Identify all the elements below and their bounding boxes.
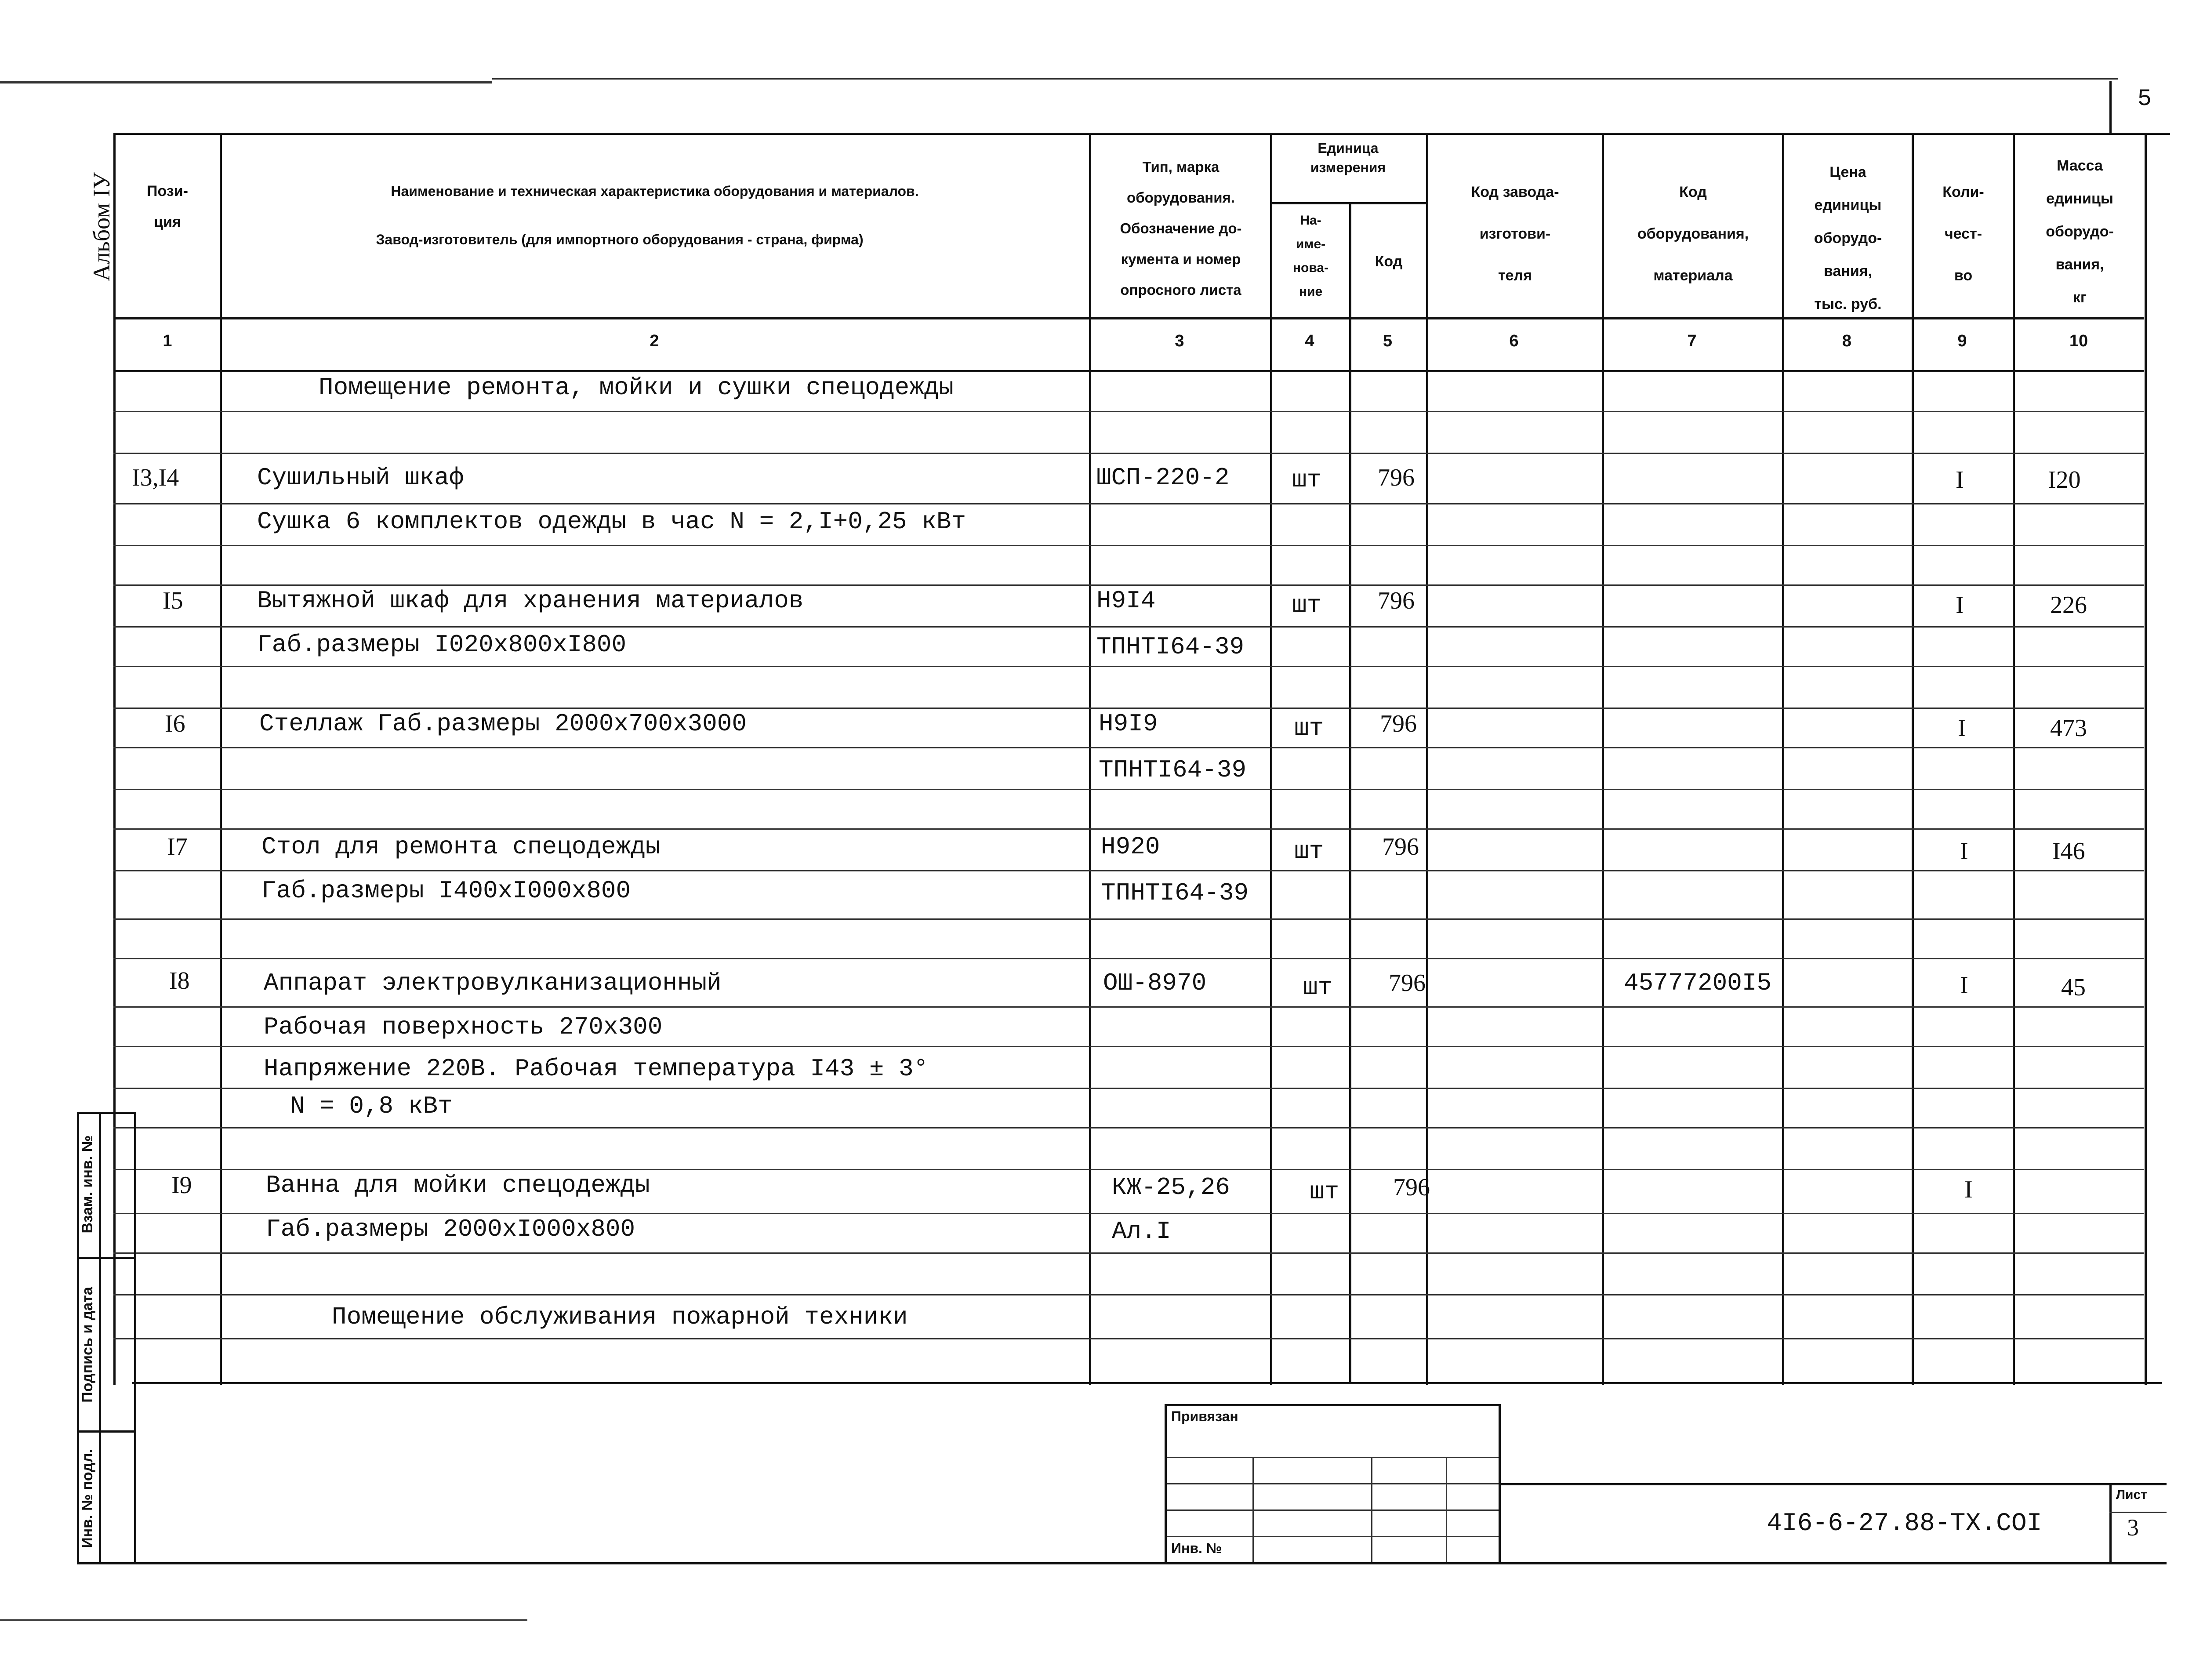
row-name: Ванна для мойки спецодежды	[266, 1171, 650, 1199]
row-detail: Габ.размеры I020х800хI800	[257, 631, 627, 659]
header-position: Пози- ция	[147, 183, 188, 230]
row-type: Н9I9	[1099, 710, 1158, 738]
vzam-label: Взам. инв. №	[79, 1135, 96, 1234]
header-name-line1: Наименование и техническая характеристика оборудования и материалов.	[391, 183, 919, 199]
row-name: Стол для ремонта спецодежды	[261, 833, 661, 861]
row-unit-code: 796	[1389, 969, 1426, 997]
row-quantity: I	[1960, 972, 1968, 999]
header-unit-code: Код	[1375, 253, 1403, 270]
column-number: 5	[1383, 332, 1393, 350]
row-detail: Габ.размеры I400хI000х800	[261, 877, 631, 905]
row-unit: шт	[1294, 714, 1324, 742]
row-type: ШСП-220-2	[1096, 464, 1230, 492]
header-unit-name: На- име- нова- ние	[1292, 213, 1329, 299]
row-position: I5	[163, 587, 183, 614]
header-mass: Масса единицы оборудо- вания, кг	[2046, 157, 2114, 306]
document-code: 4I6-6-27.88-TX.COI	[1767, 1509, 2042, 1538]
column-number: 4	[1305, 332, 1314, 350]
row-position: I6	[165, 710, 185, 737]
row-detail-2: Напряжение 220В. Рабочая температура I43 ± 3°	[264, 1055, 929, 1083]
row-position: I8	[169, 967, 190, 994]
column-number: 6	[1509, 332, 1519, 350]
row-mass: I46	[2052, 838, 2085, 865]
column-number: 8	[1842, 332, 1852, 350]
row-detail-3: N = 0,8 кВт	[290, 1092, 453, 1120]
header-quantity: Коли- чест- во	[1942, 184, 1984, 284]
row-type: ОШ-8970	[1103, 969, 1207, 997]
page-number-border	[2109, 81, 2112, 134]
row-quantity: I	[1956, 591, 1964, 619]
row-name: Вытяжной шкаф для хранения материалов	[257, 587, 804, 615]
row-name: Стеллаж Габ.размеры 2000х700х3000	[259, 710, 747, 738]
row-position: I7	[167, 833, 188, 860]
section-title-2: Помещение обслуживания пожарной техники	[332, 1303, 908, 1331]
row-unit-code: 796	[1380, 710, 1417, 737]
column-number: 3	[1175, 332, 1184, 350]
row-type-2: ТПНТI64-39	[1099, 756, 1247, 784]
row-position: I3,I4	[132, 464, 179, 491]
column-number: 1	[163, 332, 172, 350]
top-rule	[0, 81, 492, 83]
header-equip-code: Код оборудования, материала	[1637, 184, 1749, 284]
row-detail: Сушка 6 комплектов одежды в час N = 2,I+0,25 кВт	[257, 508, 966, 536]
album-label: Альбом IУ	[88, 172, 115, 281]
row-unit: шт	[1292, 466, 1322, 494]
column-number: 10	[2069, 332, 2088, 350]
row-mass: 473	[2050, 715, 2087, 742]
row-quantity: I	[1956, 466, 1964, 493]
column-number: 9	[1957, 332, 1967, 350]
privyazan-label: Привязан	[1171, 1408, 1238, 1424]
header-price: Цена единицы оборудо- вания, тыс. руб.	[1814, 164, 1882, 312]
top-rule-2	[492, 78, 2118, 80]
row-type-2: ТПНТI64-39	[1101, 879, 1249, 907]
row-type-2: Ал.I	[1112, 1217, 1171, 1245]
row-unit: шт	[1303, 973, 1333, 1001]
row-detail: Габ.размеры 2000хI000х800	[266, 1215, 635, 1243]
row-type: Н9I4	[1096, 587, 1156, 615]
row-unit-code: 796	[1378, 587, 1415, 614]
row-detail: Рабочая поверхность 270х300	[264, 1013, 663, 1041]
row-name: Аппарат электровулканизационный	[264, 969, 722, 997]
row-position: I9	[171, 1172, 192, 1199]
row-quantity: I	[1964, 1176, 1973, 1203]
sheet-label: Лист	[2116, 1488, 2147, 1502]
row-mass: I20	[2048, 466, 2081, 493]
inv-original-label: Инв. № подл.	[79, 1449, 96, 1548]
row-unit-code: 796	[1378, 464, 1415, 491]
column-number: 7	[1687, 332, 1697, 350]
bottom-rule	[0, 1619, 527, 1621]
row-type: Н920	[1101, 833, 1160, 861]
header-type: Тип, марка оборудования. Обозначение до- кумента и номер опросного листа	[1120, 159, 1242, 298]
inv-no-label: Инв. №	[1171, 1540, 1222, 1556]
row-equip-code: 45777200I5	[1624, 969, 1772, 997]
row-type: КЖ-25,26	[1112, 1173, 1230, 1201]
row-quantity: I	[1958, 715, 1966, 742]
row-name: Сушильный шкаф	[257, 464, 464, 492]
section-title: Помещение ремонта, мойки и сушки спецодежды	[319, 374, 954, 402]
row-type-2: ТПНТI64-39	[1096, 633, 1245, 661]
page-number: 5	[2137, 86, 2152, 112]
row-unit: шт	[1310, 1178, 1339, 1206]
row-unit-code: 796	[1393, 1174, 1430, 1201]
header-plant-code: Код завода- изготови- теля	[1471, 184, 1559, 284]
column-number: 2	[650, 332, 659, 350]
header-name-line2: Завод-изготовитель (для импортного оборудования - страна, фирма)	[376, 232, 864, 247]
row-mass: 226	[2050, 591, 2087, 619]
sheet-number: 3	[2127, 1514, 2139, 1541]
row-quantity: I	[1960, 838, 1968, 865]
row-unit: шт	[1294, 837, 1324, 865]
row-unit-code: 796	[1382, 833, 1419, 860]
row-unit: шт	[1292, 591, 1322, 619]
row-mass: 45	[2061, 974, 2086, 1001]
signature-date-label: Подпись и дата	[79, 1287, 96, 1403]
header-unit-group: Единица измерения	[1310, 140, 1386, 175]
